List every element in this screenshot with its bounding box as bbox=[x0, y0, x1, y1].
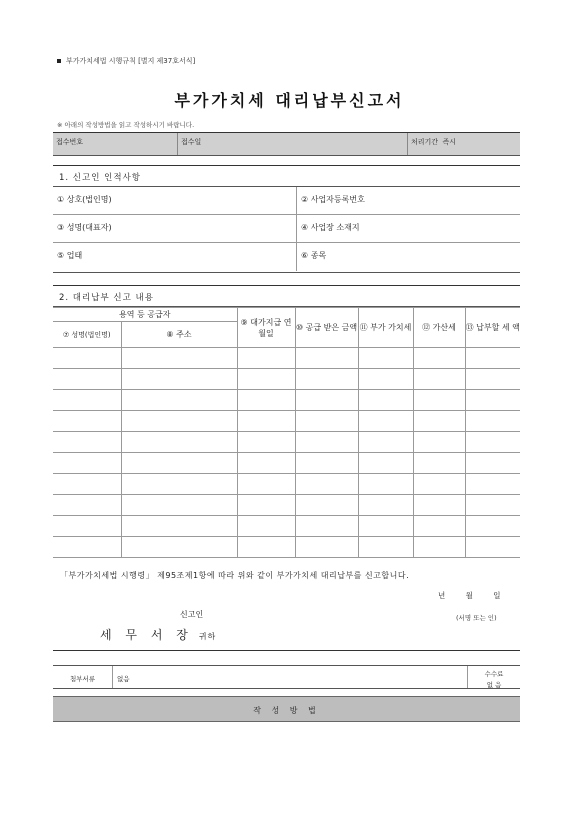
table-cell[interactable] bbox=[465, 453, 520, 474]
table-cell[interactable] bbox=[413, 537, 465, 558]
table-cell[interactable] bbox=[53, 432, 121, 453]
col-supplier-name: ⑦ 성명(법인명) bbox=[53, 322, 121, 348]
processing-period-cell bbox=[407, 133, 520, 155]
attachments-row bbox=[53, 665, 520, 689]
field-representative[interactable]: ③ 성명(대표자) bbox=[57, 223, 112, 232]
table-cell[interactable] bbox=[413, 348, 465, 369]
info-row bbox=[53, 187, 520, 215]
tax-office-suffix: 귀하 bbox=[198, 632, 217, 641]
table-cell[interactable] bbox=[237, 348, 295, 369]
fee-cell bbox=[467, 666, 520, 688]
receipt-number-cell[interactable] bbox=[53, 133, 177, 155]
table-cell[interactable] bbox=[121, 495, 237, 516]
table-cell[interactable] bbox=[121, 411, 237, 432]
table-cell[interactable] bbox=[53, 369, 121, 390]
table-cell[interactable] bbox=[295, 369, 358, 390]
table-cell[interactable] bbox=[413, 432, 465, 453]
table-cell[interactable] bbox=[413, 453, 465, 474]
table-cell[interactable] bbox=[413, 390, 465, 411]
table-cell[interactable] bbox=[358, 411, 413, 432]
table-cell[interactable] bbox=[465, 495, 520, 516]
section2-heading: 2. 대리납부 신고 내용 bbox=[53, 285, 520, 307]
table-cell[interactable] bbox=[53, 474, 121, 495]
tax-office-name: 세 무 서 장 bbox=[100, 628, 193, 642]
table-cell[interactable] bbox=[295, 537, 358, 558]
table-cell[interactable] bbox=[295, 453, 358, 474]
table-body bbox=[53, 348, 520, 558]
table-cell[interactable] bbox=[465, 369, 520, 390]
applicant-label: 신고인 bbox=[180, 610, 204, 619]
processing-period-value: 즉시 bbox=[442, 138, 457, 146]
table-cell[interactable] bbox=[358, 537, 413, 558]
table-cell[interactable] bbox=[295, 390, 358, 411]
table-row bbox=[53, 390, 520, 411]
table-cell[interactable] bbox=[465, 516, 520, 537]
table-cell[interactable] bbox=[121, 432, 237, 453]
table-cell[interactable] bbox=[121, 348, 237, 369]
table-cell[interactable] bbox=[121, 369, 237, 390]
fee-label: 수수료 bbox=[484, 670, 504, 678]
field-business-item[interactable]: ⑥ 종목 bbox=[296, 243, 520, 271]
table-cell[interactable] bbox=[237, 411, 295, 432]
info-row bbox=[53, 215, 520, 243]
square-bullet-icon bbox=[57, 59, 61, 63]
table-cell[interactable] bbox=[465, 432, 520, 453]
table-cell[interactable] bbox=[121, 453, 237, 474]
table-cell[interactable] bbox=[358, 348, 413, 369]
table-cell[interactable] bbox=[465, 390, 520, 411]
signature-note[interactable]: (서명 또는 인) bbox=[456, 614, 497, 622]
table-cell[interactable] bbox=[53, 516, 121, 537]
instruction-note: ※ 아래의 작성방법을 읽고 작성하시기 바랍니다. bbox=[57, 121, 195, 129]
processing-period-label: 처리기간 bbox=[411, 138, 439, 146]
table-cell[interactable] bbox=[413, 369, 465, 390]
receipt-date-label: 접수일 bbox=[181, 138, 202, 146]
table-cell[interactable] bbox=[413, 495, 465, 516]
writing-method-heading: 작 성 방 법 bbox=[53, 696, 520, 722]
table-cell[interactable] bbox=[358, 474, 413, 495]
declaration-text: 「부가가치세법 시행령」 제95조제1항에 따라 위와 같이 부가가치세 대리납부를 신고합니다. bbox=[60, 571, 410, 580]
table-cell[interactable] bbox=[121, 474, 237, 495]
receipt-date-cell[interactable] bbox=[177, 133, 407, 155]
table-cell[interactable] bbox=[121, 537, 237, 558]
table-row bbox=[53, 453, 520, 474]
receipt-bar bbox=[53, 132, 520, 156]
table-cell[interactable] bbox=[237, 369, 295, 390]
col-additional-tax: ⑫ 가산세 bbox=[413, 308, 465, 348]
table-cell[interactable] bbox=[413, 411, 465, 432]
table-cell[interactable] bbox=[295, 411, 358, 432]
table-row bbox=[53, 474, 520, 495]
page-title: 부가가치세 대리납부신고서 bbox=[174, 91, 405, 110]
section1-heading: 1. 신고인 인적사항 bbox=[53, 165, 520, 187]
table-cell[interactable] bbox=[237, 537, 295, 558]
field-company-name[interactable]: ① 상호(법인명) bbox=[57, 195, 112, 204]
table-cell[interactable] bbox=[358, 432, 413, 453]
tax-office bbox=[100, 626, 216, 643]
table-row bbox=[53, 495, 520, 516]
col-tax-payable: ⑬ 납부할 세 액 bbox=[465, 308, 520, 348]
table-cell[interactable] bbox=[295, 495, 358, 516]
fee-value: 없 음 bbox=[486, 681, 502, 689]
table-cell[interactable] bbox=[237, 495, 295, 516]
col-vat: ⑪ 부가 가치세 bbox=[358, 308, 413, 348]
table-cell[interactable] bbox=[465, 474, 520, 495]
table-cell[interactable] bbox=[358, 516, 413, 537]
table-cell[interactable] bbox=[295, 348, 358, 369]
table-row bbox=[53, 516, 520, 537]
field-business-reg-number[interactable]: ② 사업자등록번호 bbox=[296, 187, 520, 214]
payment-table bbox=[53, 307, 520, 558]
col-payment-date: ⑨ 대가지급 연월일 bbox=[237, 308, 295, 348]
col-supplier-address: ⑧ 주소 bbox=[121, 322, 237, 348]
table-cell[interactable] bbox=[465, 411, 520, 432]
divider bbox=[53, 650, 520, 651]
table-cell[interactable] bbox=[53, 390, 121, 411]
info-row bbox=[53, 243, 520, 271]
table-cell[interactable] bbox=[237, 453, 295, 474]
attachments-value[interactable]: 없음 bbox=[117, 675, 130, 683]
table-cell[interactable] bbox=[53, 495, 121, 516]
table-cell[interactable] bbox=[121, 390, 237, 411]
table-cell[interactable] bbox=[237, 432, 295, 453]
table-cell[interactable] bbox=[53, 537, 121, 558]
table-cell[interactable] bbox=[237, 474, 295, 495]
table-cell[interactable] bbox=[465, 348, 520, 369]
table-row bbox=[53, 348, 520, 369]
table-cell[interactable] bbox=[237, 390, 295, 411]
table-row bbox=[53, 537, 520, 558]
receipt-number-label: 접수번호 bbox=[56, 138, 84, 146]
table-cell[interactable] bbox=[295, 474, 358, 495]
table-cell[interactable] bbox=[53, 453, 121, 474]
form-reference bbox=[57, 56, 195, 66]
table-cell[interactable] bbox=[53, 348, 121, 369]
table-row bbox=[53, 411, 520, 432]
date-line[interactable]: 년 월 일 bbox=[438, 591, 501, 600]
field-business-address[interactable]: ④ 사업장 소재지 bbox=[296, 215, 520, 242]
col-supply-amount: ⑩ 공급 받은 금액 bbox=[295, 308, 358, 348]
attachments-label: 첨부서류 bbox=[53, 666, 113, 688]
table-cell[interactable] bbox=[358, 495, 413, 516]
table-cell[interactable] bbox=[295, 432, 358, 453]
table-cell[interactable] bbox=[295, 516, 358, 537]
table-row bbox=[53, 432, 520, 453]
field-business-type[interactable]: ⑤ 업태 bbox=[57, 251, 83, 260]
table-cell[interactable] bbox=[358, 453, 413, 474]
table-cell[interactable] bbox=[465, 537, 520, 558]
table-cell[interactable] bbox=[358, 369, 413, 390]
applicant-info bbox=[53, 187, 520, 273]
table-row bbox=[53, 369, 520, 390]
table-cell[interactable] bbox=[237, 516, 295, 537]
table-cell[interactable] bbox=[53, 411, 121, 432]
table-cell[interactable] bbox=[121, 516, 237, 537]
form-reference-text: 부가가치세법 시행규칙 [별지 제37호서식] bbox=[66, 57, 196, 65]
table-cell[interactable] bbox=[413, 516, 465, 537]
supplier-group-header: 용역 등 공급자 bbox=[53, 308, 237, 322]
table-cell[interactable] bbox=[358, 390, 413, 411]
table-cell[interactable] bbox=[413, 474, 465, 495]
